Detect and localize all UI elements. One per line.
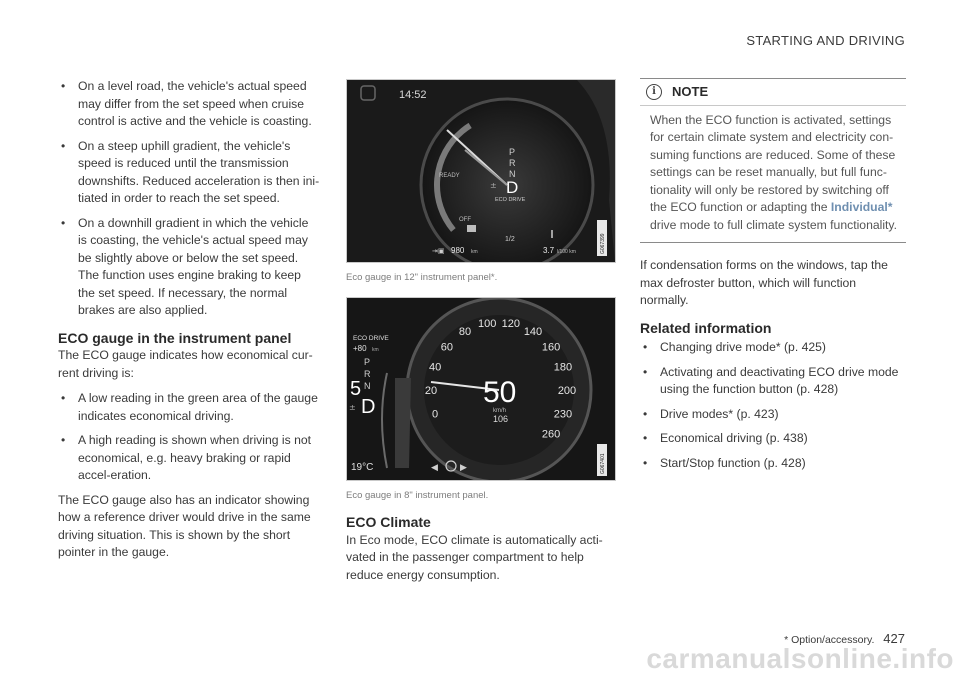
note-text-b: drive mode to full climate system functionality. [650,217,898,232]
cruise-bullets [58,78,320,320]
speed-tick-label: 120 [501,317,520,330]
outside-temperature: 19°C [351,461,374,473]
eco-paragraph: The ECO gauge also has an indicator showing how a reference driver would drive in the same driving situation. This is shown by the short pointer in the gauge. [58,492,311,559]
consumption-value: 3.7 [543,246,555,255]
plusminus-icon: ± [490,181,497,190]
list-item: • A low reading in the green area of the gauge indicates economical driving. [58,390,320,425]
gear-n: N [364,380,371,391]
eco-range-value: +80 [353,343,367,353]
eco-gauge-8in-figure [346,297,616,481]
column-left [58,78,320,570]
arrow-left-icon: ◀ [431,462,438,473]
list-item: • On a downhill gradient in which the vehicle is coasting, the vehicle's actual speed may be slightly above or below the set speed. The function uses engine braking to keep the set speed. If necessary, the normal brakes are also applied. [58,215,320,320]
arrow-right-icon: ▶ [460,462,467,473]
note-box [640,78,906,243]
gear-number: 5 [350,377,362,400]
related-link[interactable]: • Activating and deactivating ECO drive mode using the function button (p. 428) [640,364,906,399]
range-unit: km [471,249,478,255]
page-header: STARTING AND DRIVING [746,33,905,48]
speed-tick-label: 100 [478,317,497,330]
range-value: 980 [451,246,465,255]
speed-tick-label: 260 [541,428,561,441]
plusminus-icon: ± [349,402,356,412]
list-item: • On a steep uphill gradient, the vehicle's speed is reduced until the transmission downshifts. Reduced acceleration is then ini-tiated in order to reach the set speed. [58,138,320,208]
related-heading: Related information [640,319,772,336]
eco-range-unit: km [372,346,379,353]
gear-p: P [509,147,516,157]
gear-r: R [364,368,371,379]
range-icon: ⇥▣ [432,247,445,255]
watermark: carmanualsonline.info [646,643,954,674]
speed-tick-label: 230 [553,407,573,420]
eco-bar [395,378,411,468]
note-body [640,106,906,243]
gear-r: R [509,158,516,168]
off-label: OFF [459,217,471,223]
gauge-12in-illustration [347,80,615,262]
related-link[interactable]: • Start/Stop function (p. 428) [640,455,906,473]
figure-caption-12in: Eco gauge in 12" instrument panel*. [346,272,498,283]
speed-tick-label: 200 [557,384,577,397]
gear-d: D [506,178,519,197]
speed-unit: km/h [493,407,507,414]
figure-code: G067401 [600,452,606,474]
gear-p: P [364,356,371,367]
note-text-a: When the ECO function is activated, settings for certain climate system and electricity con-suming functions are reduced. Some of these settings can be reset manually, but full func-tionality will only be restored by switching off the ECO function or adapting the [650,112,896,214]
related-list [640,339,906,472]
eco-intro: The ECO gauge indicates how economical cur-rent driving is: [58,348,313,380]
speed-value: 50 [483,375,517,409]
related-link[interactable]: • Changing drive mode* (p. 425) [640,339,906,357]
speed-tick-label: 160 [541,340,561,353]
note-header [640,79,906,106]
speed-tick-label: 20 [424,384,438,397]
gauge-8in-illustration [347,298,615,480]
figure-caption-8in: Eco gauge in 8" instrument panel. [346,489,489,501]
list-item: • A high reading is shown when driving is not economical, e.g. heavy braking or rapid accel-eration. [58,432,320,485]
eco-drive-label: ECO DRIVE [495,197,526,203]
list-item: • On a level road, the vehicle's actual speed may differ from the set speed when cruise control is active and the vehicle is coasting. [58,78,320,131]
half-mark: 1/2 [505,236,515,243]
speed-tick-label: 140 [523,325,543,338]
column-right [640,78,906,479]
gear-n: N [509,169,516,179]
note-title: NOTE [672,84,709,99]
ready-label: READY [439,173,460,179]
fuel-icon [467,225,476,232]
individual-mode-link[interactable]: Individual* [830,200,893,214]
gear-d: D [361,395,376,418]
time-readout: 14:52 [399,89,427,101]
speed-tick-label: 60 [440,340,454,353]
info-icon: i [646,84,662,100]
speed-tick-label: 0 [432,407,439,420]
eco-gauge-heading: ECO gauge in the instrument panel [58,329,292,346]
related-link[interactable]: • Economical driving (p. 438) [640,430,906,448]
eco-climate-text: In Eco mode, ECO climate is automatically acti-vated in the passenger compartment to help reduce energy consumption. [346,532,603,582]
sub-readout: 106 [493,413,509,424]
eco-drive-label: ECO DRIVE [353,334,389,342]
speed-tick-label: 80 [458,325,472,338]
figure-code: G067399 [600,233,606,254]
condensation-paragraph: If condensation forms on the windows, tap the max defroster button, which will function normally. [640,258,888,307]
related-link[interactable]: • Drive modes* (p. 423) [640,406,906,424]
page-number: 427 [883,631,905,646]
column-middle [346,79,614,592]
eco-climate-heading: ECO Climate [346,514,431,530]
speed-tick-label: 180 [553,361,573,374]
speed-tick-label: 40 [428,361,442,374]
eco-bullets [58,390,320,485]
footnote-option: * Option/accessory. [784,634,875,646]
consumption-unit: l/100 km [557,249,576,255]
eco-gauge-12in-figure [346,79,616,263]
